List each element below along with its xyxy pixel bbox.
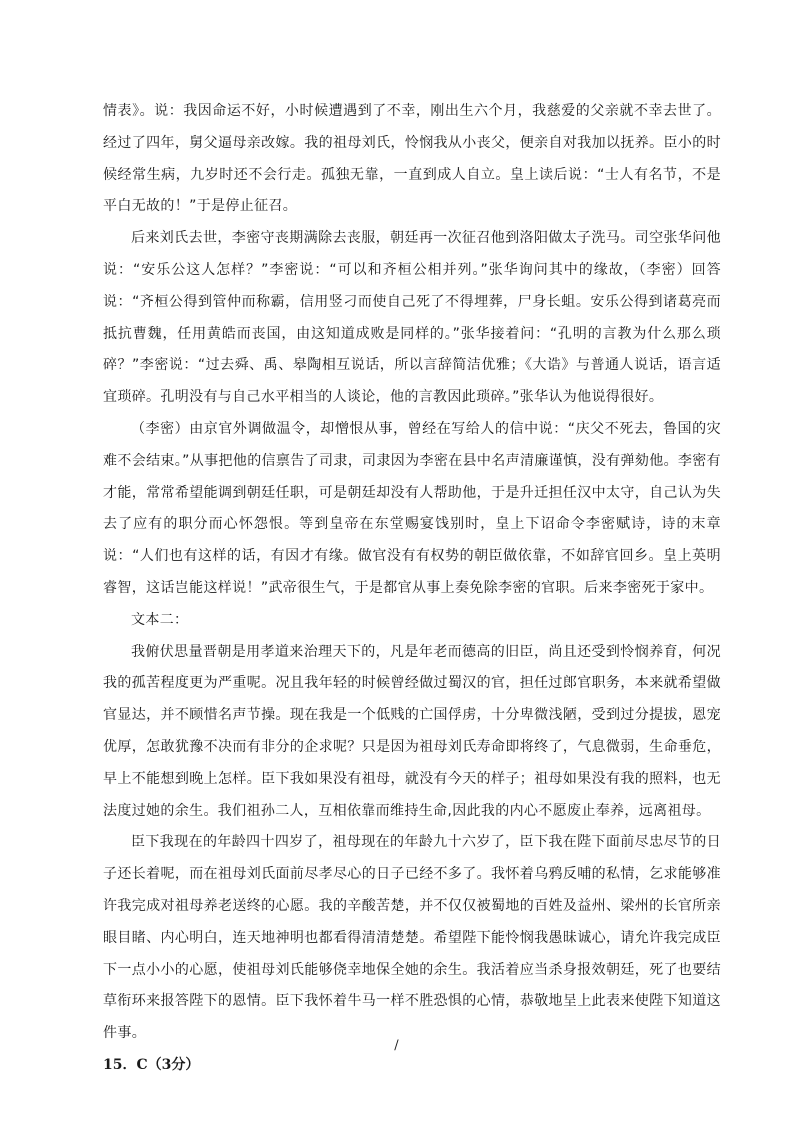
page-footer: / bbox=[394, 1038, 399, 1053]
paragraph-5: 臣下我现在的年龄四十四岁了，祖母现在的年龄九十六岁了，臣下我在陛下面前尽忠尽节的日子还长着呢，而在祖母刘氏面前尽孝尽心的日子已经不多了。我怀着乌鸦反哺的私情，乞求能够准许我完成对祖母养老送终的心愿。我的辛酸苦楚，并不仅仅被蜀地的百姓及益州、梁州的长官所亲眼目睹、内心明白，连天地神明也都看得清清楚楚。希望陛下能怜悯我愚昧诚心，请允许我完成臣下一点小小的心愿，使祖母刘氏能够侥幸地保全她的余生。我活着应当杀身报效朝廷，死了也要结草衔环来报答陛下的恩情。臣下我怀着牛马一样不胜恐惧的心情，恭敬地呈上此表来使陛下知道这件事。 bbox=[103, 834, 721, 1042]
document-body bbox=[103, 96, 721, 1082]
paragraph-4: 我俯伏思量晋朝是用孝道来治理天下的，凡是年老而德高的旧臣，尚且还受到怜悯养育，何况我的孤苦程度更为严重呢。况且我年轻的时候曾经做过蜀汉的官，担任过郎官职务，本来就希望做官显达，并不顾惜名声节操。现在我是一个低贱的亡国俘虏，十分卑微浅陋，受到过分提拔，恩宠优厚，怎敢犹豫不决而有非分的企求呢？只是因为祖母刘氏寿命即将终了，气息微弱，生命垂危，早上不能想到晚上怎样。臣下我如果没有祖母，就没有今天的样子；祖母如果没有我的照料，也无法度过她的余生。我们祖孙二人，互相依靠而维持生命,因此我的内心不愿废止奉养，远离祖母。 bbox=[103, 643, 721, 819]
section-heading-text2: 文本二： bbox=[131, 611, 189, 628]
paragraph-2: 后来刘氏去世，李密守丧期满除去丧服，朝廷再一次征召他到洛阳做太子洗马。司空张华问他说：“安乐公这人怎样？”李密说：“可以和齐桓公相并列。”张华询问其中的缘故，（李密）回答说：“齐桓公得到管仲而称霸，信用竖刁而使自己死了不得埋葬，尸身长蛆。安乐公得到诸葛亮而抵抗曹魏，任用黄皓而丧国，由这知道成败是同样的。”张华接着问：“孔明的言教为什么那么琐碎？”李密说：“过去舜、禹、皋陶相互说话，所以言辞简洁优雅；《大诰》与普通人说话，语言适宜琐碎。孔明没有与自己水平相当的人谈论，他的言教因此琐碎。”张华认为他说得很好。 bbox=[103, 230, 721, 406]
answer-line: 15．C（3分） bbox=[103, 1056, 200, 1073]
paragraph-1: 情表》。说：我因命运不好，小时候遭遇到了不幸，刚出生六个月，我慈爱的父亲就不幸去世了。经过了四年，舅父逼母亲改嫁。我的祖母刘氏，怜悯我从小丧父，便亲自对我加以抚养。臣小的时候经常生病，九岁时还不会行走。孤独无靠，一直到成人自立。皇上读后说：“士人有名节，不是平白无故的！”于是停止征召。 bbox=[103, 103, 721, 215]
paragraph-3: （李密）由京官外调做温令，却憎恨从事，曾经在写给人的信中说：“庆父不死去，鲁国的灾难不会结束。”从事把他的信禀告了司隶，司隶因为李密在县中名声清廉谨慎，没有弹劾他。李密有才能，常常希望能调到朝廷任职，可是朝廷却没有人帮助他，于是升迁担任汉中太守，自己认为失去了应有的职分而心怀怨恨。等到皇帝在东堂赐宴饯别时，皇上下诏命令李密赋诗，诗的末章说：“人们也有这样的话，有因才有缘。做官没有有权势的朝臣做依靠，不如辞官回乡。皇上英明睿智，这话岂能这样说！”武帝很生气，于是都官从事上奏免除李密的官职。后来李密死于家中。 bbox=[103, 420, 721, 596]
